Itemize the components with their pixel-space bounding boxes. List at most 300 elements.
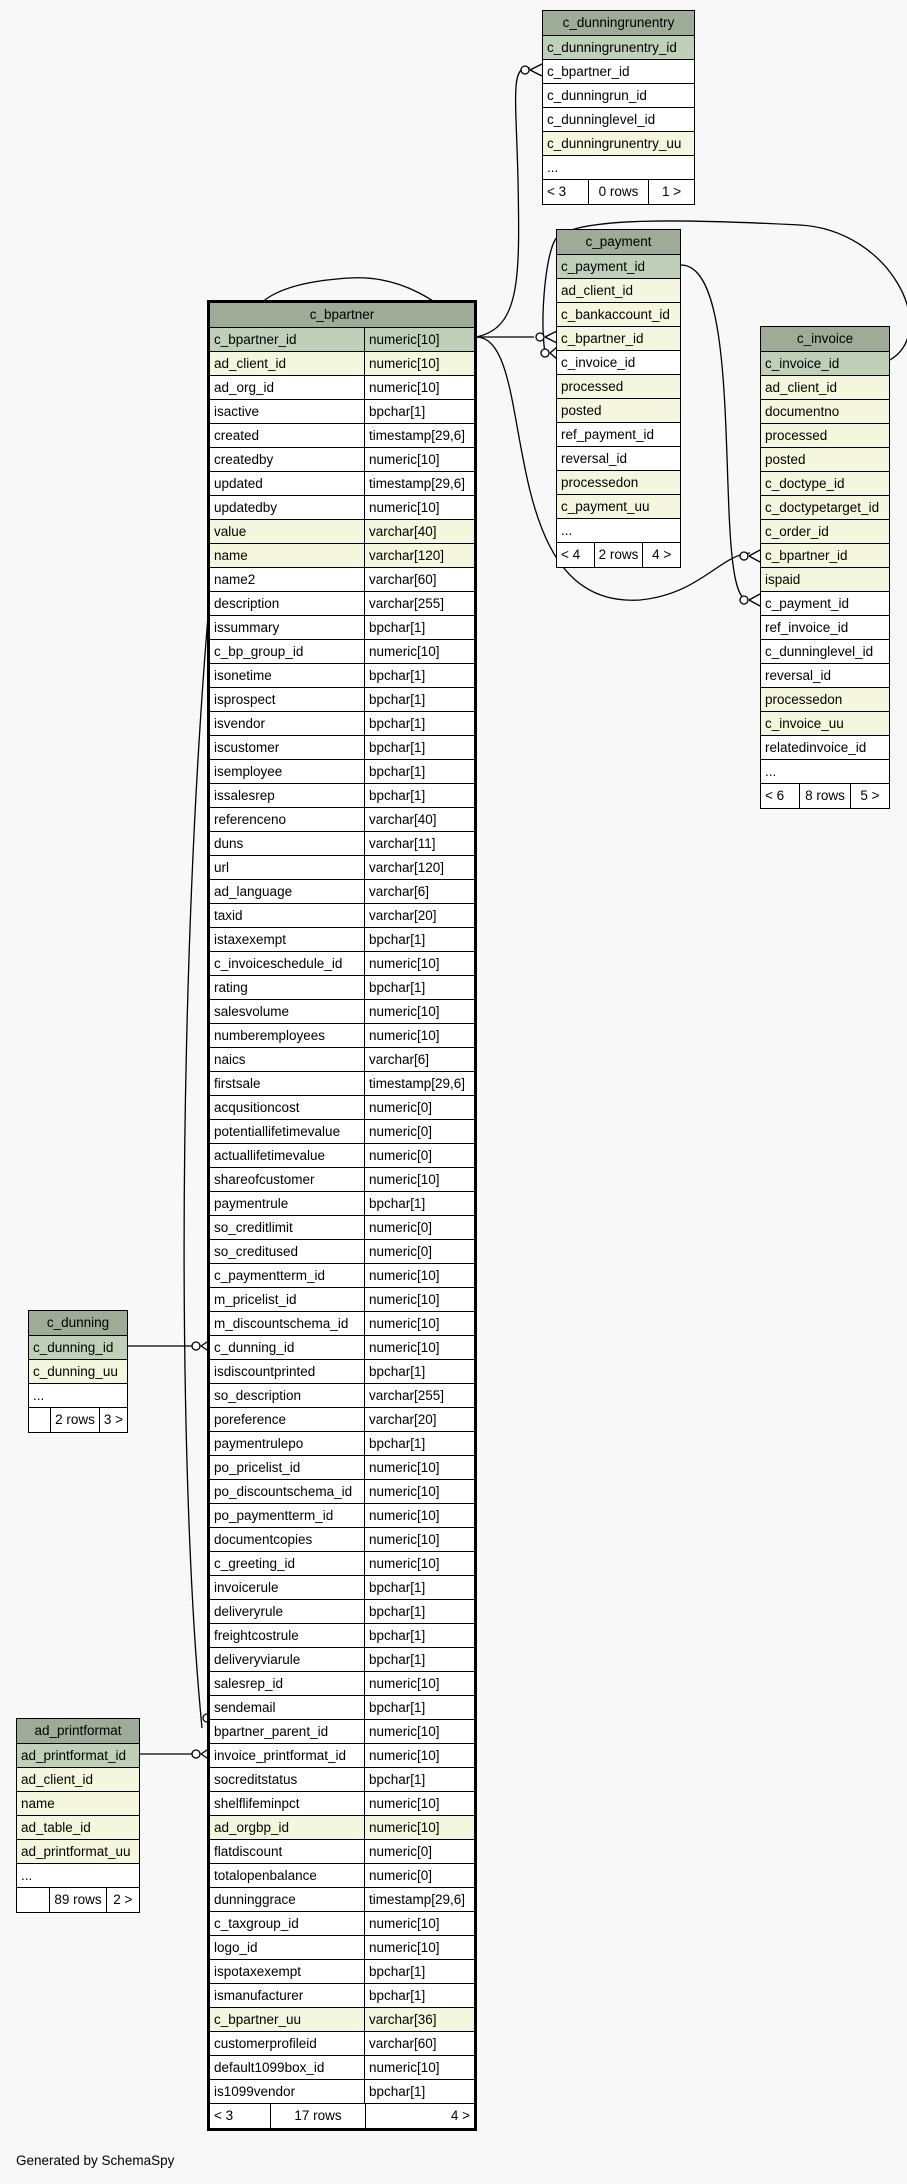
column-type: bpchar[1] (364, 1648, 474, 1671)
column-type: bpchar[1] (364, 1960, 474, 1983)
column-name: ... (557, 519, 680, 542)
table-row[interactable] (17, 1864, 139, 1888)
column-name: numberemployees (210, 1024, 364, 1047)
table-row[interactable] (210, 1264, 474, 1288)
column-name: ... (761, 760, 889, 783)
table-row[interactable] (210, 1336, 474, 1360)
column-name: sendemail (210, 1696, 364, 1719)
table-row[interactable] (761, 448, 889, 472)
table-row[interactable] (210, 1240, 474, 1264)
table-row[interactable] (210, 2080, 474, 2104)
table-row[interactable] (210, 1672, 474, 1696)
column-type: varchar[255] (364, 1384, 474, 1407)
column-type: bpchar[1] (364, 1696, 474, 1719)
table-row[interactable] (210, 592, 474, 616)
column-name: c_payment_id (557, 255, 680, 278)
column-type: timestamp[29,6] (364, 1888, 474, 1911)
table-row[interactable] (210, 1168, 474, 1192)
footer-parents[interactable]: < 4 (561, 547, 581, 562)
column-type: numeric[10] (364, 1336, 474, 1359)
table-footer (761, 784, 889, 808)
table-row[interactable] (210, 904, 474, 928)
table-row[interactable] (761, 712, 889, 736)
footer-rows: 8 rows (799, 784, 850, 808)
table-row[interactable] (557, 447, 680, 471)
table-footer (557, 543, 680, 567)
column-name: totalopenbalance (210, 1864, 364, 1887)
table-row[interactable] (17, 1792, 139, 1816)
column-name: c_order_id (761, 520, 889, 543)
table-row[interactable] (210, 1816, 474, 1840)
column-type: bpchar[1] (364, 928, 474, 951)
column-name: name2 (210, 568, 364, 591)
column-name: ref_payment_id (557, 423, 680, 446)
table-row[interactable] (210, 1648, 474, 1672)
column-type: numeric[10] (364, 1312, 474, 1335)
column-name: actuallifetimevalue (210, 1144, 364, 1167)
table-row[interactable] (543, 84, 694, 108)
column-name: logo_id (210, 1936, 364, 1959)
table-row[interactable] (210, 1744, 474, 1768)
column-name: c_invoice_id (761, 352, 889, 375)
table-row[interactable] (543, 108, 694, 132)
column-type: numeric[0] (364, 1216, 474, 1239)
footer-children[interactable]: 3 > (99, 1408, 127, 1432)
footer-parents[interactable]: < 6 (765, 788, 785, 803)
column-name: invoice_printformat_id (210, 1744, 364, 1767)
column-type: numeric[10] (364, 1456, 474, 1479)
footer-parents[interactable] (17, 1888, 49, 1912)
column-type: varchar[60] (364, 2032, 474, 2055)
table-row[interactable] (210, 736, 474, 760)
table-c-bpartner[interactable] (207, 300, 477, 2131)
column-type: numeric[10] (364, 1672, 474, 1695)
column-type: bpchar[1] (364, 400, 474, 423)
table-row[interactable] (761, 496, 889, 520)
footer-parents[interactable] (29, 1408, 50, 1432)
table-row[interactable] (210, 1504, 474, 1528)
table-row[interactable] (17, 1840, 139, 1864)
column-name: ad_client_id (210, 352, 364, 375)
column-name: c_paymentterm_id (210, 1264, 364, 1287)
table-row[interactable] (210, 1000, 474, 1024)
column-type: numeric[10] (364, 1288, 474, 1311)
table-row[interactable] (761, 688, 889, 712)
table-row[interactable] (210, 1600, 474, 1624)
column-name: c_taxgroup_id (210, 1912, 364, 1935)
column-name: isactive (210, 400, 364, 423)
column-name: updated (210, 472, 364, 495)
column-name: isvendor (210, 712, 364, 735)
table-row[interactable] (210, 976, 474, 1000)
column-name: ad_client_id (17, 1768, 139, 1791)
column-name: m_pricelist_id (210, 1288, 364, 1311)
table-row[interactable] (210, 928, 474, 952)
table-row[interactable] (29, 1360, 127, 1384)
column-name: createdby (210, 448, 364, 471)
table-row[interactable] (210, 856, 474, 880)
table-row[interactable] (557, 327, 680, 351)
column-name: c_bpartner_id (210, 328, 364, 351)
table-row[interactable] (210, 1456, 474, 1480)
table-row[interactable] (761, 664, 889, 688)
table-row[interactable] (210, 328, 474, 352)
rel-invoice-payment (681, 265, 748, 600)
column-type: bpchar[1] (364, 688, 474, 711)
footer-children[interactable]: 4 > (642, 543, 680, 567)
column-name: c_dunning_id (210, 1336, 364, 1359)
column-name: shelflifeminpct (210, 1792, 364, 1815)
table-row[interactable] (543, 156, 694, 180)
table-c-dunningrunentry[interactable] (542, 10, 695, 205)
column-name: ispotaxexempt (210, 1960, 364, 1983)
column-type: bpchar[1] (364, 760, 474, 783)
table-row[interactable] (210, 1360, 474, 1384)
table-row[interactable] (210, 544, 474, 568)
column-type: varchar[20] (364, 904, 474, 927)
footer-children[interactable]: 2 > (106, 1888, 139, 1912)
column-name: ad_language (210, 880, 364, 903)
table-footer (29, 1408, 127, 1432)
column-type: bpchar[1] (364, 616, 474, 639)
footer-rows: 2 rows (594, 543, 643, 567)
column-name: c_invoice_uu (761, 712, 889, 735)
column-type: numeric[10] (364, 1264, 474, 1287)
table-row[interactable] (210, 712, 474, 736)
column-name: salesrep_id (210, 1672, 364, 1695)
column-name: ... (29, 1384, 127, 1407)
column-type: numeric[10] (364, 1024, 474, 1047)
column-name: isonetime (210, 664, 364, 687)
column-name: processed (761, 424, 889, 447)
table-row[interactable] (761, 424, 889, 448)
table-c-payment[interactable] (556, 229, 681, 568)
column-type: bpchar[1] (364, 1192, 474, 1215)
table-row[interactable] (210, 1120, 474, 1144)
column-name: ad_printformat_uu (17, 1840, 139, 1863)
column-name: created (210, 424, 364, 447)
column-name: c_bp_group_id (210, 640, 364, 663)
table-ad-printformat[interactable] (16, 1718, 140, 1913)
column-name: ispaid (761, 568, 889, 591)
table-row[interactable] (210, 472, 474, 496)
column-name: processed (557, 375, 680, 398)
column-name: salesvolume (210, 1000, 364, 1023)
column-name: referenceno (210, 808, 364, 831)
column-type: numeric[10] (364, 1816, 474, 1839)
table-row[interactable] (210, 496, 474, 520)
table-row[interactable] (761, 472, 889, 496)
table-row[interactable] (210, 2008, 474, 2032)
column-name: firstsale (210, 1072, 364, 1095)
table-row[interactable] (210, 1096, 474, 1120)
footer-rows: 89 rows (49, 1888, 105, 1912)
column-name: c_invoice_id (557, 351, 680, 374)
table-row[interactable] (557, 303, 680, 327)
column-name: c_bpartner_id (761, 544, 889, 567)
table-row[interactable] (210, 424, 474, 448)
column-type: varchar[20] (364, 1408, 474, 1431)
table-row[interactable] (210, 1720, 474, 1744)
table-footer (543, 180, 694, 204)
table-row[interactable] (210, 1312, 474, 1336)
column-type: varchar[40] (364, 808, 474, 831)
table-row[interactable] (210, 1888, 474, 1912)
column-name: ad_org_id (210, 376, 364, 399)
column-name: potentiallifetimevalue (210, 1120, 364, 1143)
column-name: c_bankaccount_id (557, 303, 680, 326)
column-name: processedon (557, 471, 680, 494)
column-name: c_greeting_id (210, 1552, 364, 1575)
column-type: numeric[10] (364, 1000, 474, 1023)
table-row[interactable] (210, 1792, 474, 1816)
footer-parents[interactable]: < 3 (547, 184, 567, 199)
table-row[interactable] (761, 592, 889, 616)
column-name: relatedinvoice_id (761, 736, 889, 759)
column-type: numeric[10] (364, 640, 474, 663)
table-footer (17, 1888, 139, 1912)
column-name: name (210, 544, 364, 567)
table-row[interactable] (210, 616, 474, 640)
table-footer (210, 2104, 474, 2128)
table-row[interactable] (761, 520, 889, 544)
table-row[interactable] (761, 616, 889, 640)
column-name: description (210, 592, 364, 615)
rel-dunningrunentry-bpartner (476, 68, 530, 337)
table-row[interactable] (210, 1288, 474, 1312)
column-name: c_dunninglevel_id (761, 640, 889, 663)
table-row[interactable] (210, 832, 474, 856)
column-name: c_dunning_uu (29, 1360, 127, 1383)
column-name: iscustomer (210, 736, 364, 759)
column-type: numeric[10] (364, 1744, 474, 1767)
table-c-dunning[interactable] (28, 1310, 128, 1433)
table-row[interactable] (210, 1528, 474, 1552)
column-type: numeric[0] (364, 1240, 474, 1263)
table-row[interactable] (210, 376, 474, 400)
column-type: bpchar[1] (364, 1600, 474, 1623)
table-row[interactable] (761, 760, 889, 784)
column-type: timestamp[29,6] (364, 1072, 474, 1095)
table-row[interactable] (557, 255, 680, 279)
table-row[interactable] (543, 132, 694, 156)
table-row[interactable] (210, 1216, 474, 1240)
table-title: c_payment (557, 230, 680, 255)
table-row[interactable] (543, 60, 694, 84)
table-title: c_bpartner (210, 303, 474, 328)
column-name: so_description (210, 1384, 364, 1407)
table-row[interactable] (17, 1768, 139, 1792)
footer-children[interactable]: 5 > (850, 784, 889, 808)
table-row[interactable] (557, 495, 680, 519)
column-type: bpchar[1] (364, 1576, 474, 1599)
table-row[interactable] (761, 640, 889, 664)
column-name: ad_table_id (17, 1816, 139, 1839)
column-type: bpchar[1] (364, 1360, 474, 1383)
column-type: numeric[10] (364, 1552, 474, 1575)
column-type: bpchar[1] (364, 1984, 474, 2007)
footer-children[interactable]: 1 > (648, 180, 694, 204)
column-type: numeric[10] (364, 2056, 474, 2079)
column-type: bpchar[1] (364, 712, 474, 735)
table-row[interactable] (210, 2032, 474, 2056)
table-row[interactable] (210, 1192, 474, 1216)
table-row[interactable] (210, 1144, 474, 1168)
column-name: socreditstatus (210, 1768, 364, 1791)
table-row[interactable] (210, 1432, 474, 1456)
table-row[interactable] (210, 1048, 474, 1072)
table-row[interactable] (761, 376, 889, 400)
table-row[interactable] (210, 760, 474, 784)
column-type: bpchar[1] (364, 736, 474, 759)
column-type: numeric[10] (364, 328, 474, 351)
table-row[interactable] (761, 544, 889, 568)
column-name: c_bpartner_uu (210, 2008, 364, 2031)
table-row[interactable] (761, 400, 889, 424)
column-name: default1099box_id (210, 2056, 364, 2079)
table-row[interactable] (210, 1840, 474, 1864)
column-name: documentno (761, 400, 889, 423)
column-name: po_pricelist_id (210, 1456, 364, 1479)
table-row[interactable] (557, 519, 680, 543)
column-name: posted (557, 399, 680, 422)
table-row[interactable] (210, 448, 474, 472)
table-row[interactable] (29, 1336, 127, 1360)
table-row[interactable] (210, 1552, 474, 1576)
column-name: ad_orgbp_id (210, 1816, 364, 1839)
column-name: naics (210, 1048, 364, 1071)
table-title: c_dunningrunentry (543, 11, 694, 36)
column-name: c_dunningrun_id (543, 84, 694, 107)
table-row[interactable] (557, 351, 680, 375)
column-type: numeric[10] (364, 448, 474, 471)
table-row[interactable] (210, 1384, 474, 1408)
table-row[interactable] (210, 664, 474, 688)
column-type: numeric[0] (364, 1864, 474, 1887)
column-name: ... (17, 1864, 139, 1887)
column-type: numeric[10] (364, 1936, 474, 1959)
table-row[interactable] (210, 952, 474, 976)
column-name: taxid (210, 904, 364, 927)
column-type: numeric[10] (364, 1480, 474, 1503)
table-row[interactable] (210, 1768, 474, 1792)
table-row[interactable] (17, 1816, 139, 1840)
column-type: varchar[6] (364, 880, 474, 903)
table-row[interactable] (761, 736, 889, 760)
column-name: c_bpartner_id (543, 60, 694, 83)
table-row[interactable] (210, 1696, 474, 1720)
footer-children[interactable]: 4 > (365, 2104, 474, 2128)
column-name: is1099vendor (210, 2080, 364, 2103)
column-type: varchar[120] (364, 544, 474, 567)
table-row[interactable] (557, 375, 680, 399)
column-type: bpchar[1] (364, 1432, 474, 1455)
column-type: numeric[10] (364, 1168, 474, 1191)
column-name: c_dunningrunentry_uu (543, 132, 694, 155)
footer-rows: 0 rows (588, 180, 648, 204)
column-name: customerprofileid (210, 2032, 364, 2055)
column-type: numeric[10] (364, 496, 474, 519)
column-name: invoicerule (210, 1576, 364, 1599)
table-row[interactable] (210, 1960, 474, 1984)
table-row[interactable] (210, 1072, 474, 1096)
column-name: istaxexempt (210, 928, 364, 951)
table-row[interactable] (210, 880, 474, 904)
column-name: c_payment_uu (557, 495, 680, 518)
table-title: ad_printformat (17, 1719, 139, 1744)
column-name: c_doctype_id (761, 472, 889, 495)
column-name: ref_invoice_id (761, 616, 889, 639)
column-name: freightcostrule (210, 1624, 364, 1647)
column-name: value (210, 520, 364, 543)
column-type: numeric[0] (364, 1096, 474, 1119)
table-row[interactable] (210, 640, 474, 664)
column-type: bpchar[1] (364, 664, 474, 687)
generated-by-footer: Generated by SchemaSpy (16, 2153, 175, 2168)
table-row[interactable] (210, 1024, 474, 1048)
table-row[interactable] (210, 784, 474, 808)
table-c-invoice[interactable] (760, 326, 890, 809)
table-row[interactable] (210, 568, 474, 592)
column-type: numeric[10] (364, 1504, 474, 1527)
table-row[interactable] (210, 2056, 474, 2080)
table-row[interactable] (557, 471, 680, 495)
column-name: c_doctypetarget_id (761, 496, 889, 519)
column-type: timestamp[29,6] (364, 472, 474, 495)
footer-rows: 2 rows (50, 1408, 99, 1432)
table-row[interactable] (210, 1408, 474, 1432)
column-name: m_discountschema_id (210, 1312, 364, 1335)
table-row[interactable] (210, 520, 474, 544)
table-row[interactable] (543, 36, 694, 60)
table-row[interactable] (210, 1984, 474, 2008)
table-row[interactable] (210, 1624, 474, 1648)
table-row[interactable] (210, 1864, 474, 1888)
table-row[interactable] (17, 1744, 139, 1768)
table-row[interactable] (557, 423, 680, 447)
column-name: so_creditused (210, 1240, 364, 1263)
table-row[interactable] (210, 1576, 474, 1600)
table-row[interactable] (210, 808, 474, 832)
column-name: ad_printformat_id (17, 1744, 139, 1767)
table-row[interactable] (210, 400, 474, 424)
column-name: c_dunningrunentry_id (543, 36, 694, 59)
column-name: ... (543, 156, 694, 179)
column-name: ad_client_id (557, 279, 680, 302)
table-row[interactable] (210, 1936, 474, 1960)
column-type: bpchar[1] (364, 784, 474, 807)
column-type: numeric[10] (364, 376, 474, 399)
table-row[interactable] (761, 568, 889, 592)
table-row[interactable] (557, 279, 680, 303)
table-row[interactable] (557, 399, 680, 423)
table-row[interactable] (29, 1384, 127, 1408)
table-row[interactable] (210, 1912, 474, 1936)
column-name: acqusitioncost (210, 1096, 364, 1119)
table-row[interactable] (210, 352, 474, 376)
column-name: documentcopies (210, 1528, 364, 1551)
column-type: varchar[120] (364, 856, 474, 879)
table-row[interactable] (210, 1480, 474, 1504)
column-name: isprospect (210, 688, 364, 711)
column-name: isemployee (210, 760, 364, 783)
column-type: bpchar[1] (364, 1624, 474, 1647)
footer-rows: 17 rows (270, 2104, 365, 2128)
column-type: varchar[11] (364, 832, 474, 855)
table-row[interactable] (210, 688, 474, 712)
table-row[interactable] (761, 352, 889, 376)
footer-parents[interactable]: < 3 (214, 2108, 234, 2123)
